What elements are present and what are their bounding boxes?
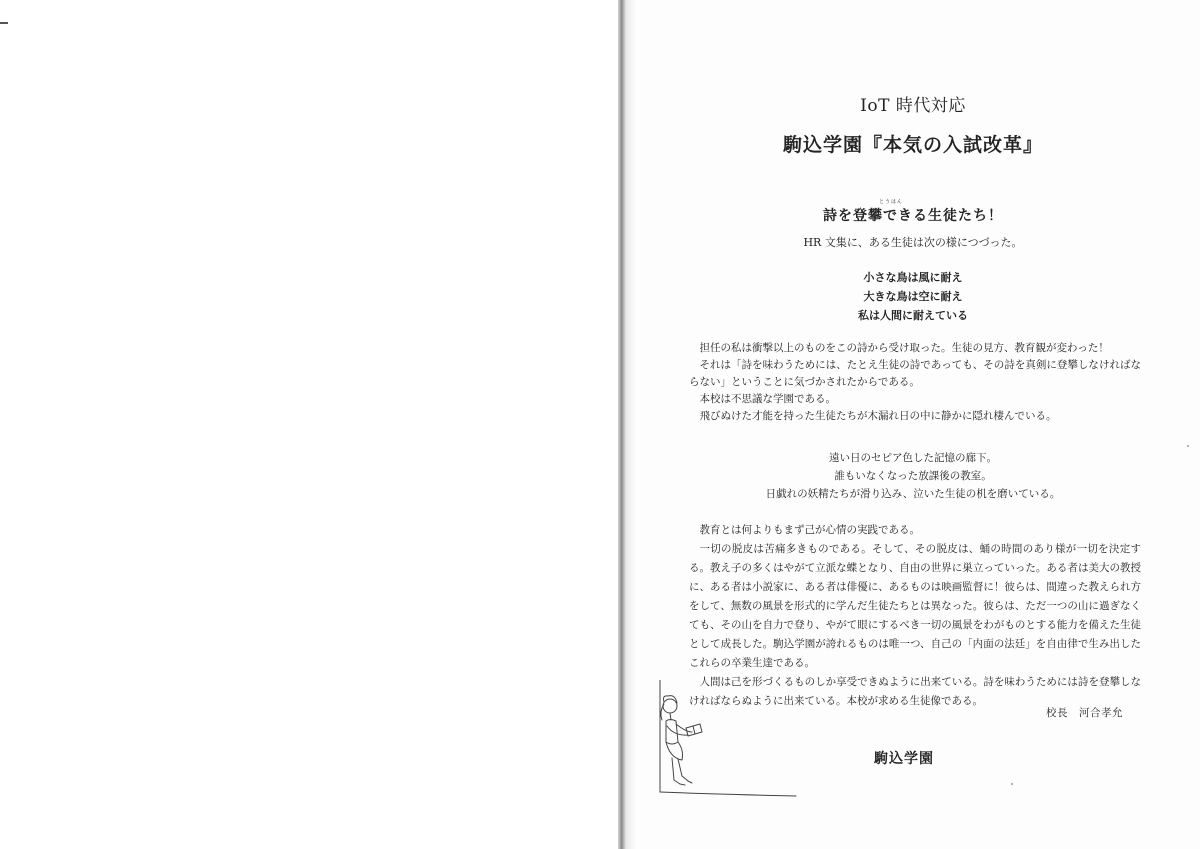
student-poem	[626, 268, 1200, 325]
scan-speck	[1011, 783, 1013, 785]
intro-line: HR 文集に、ある生徒は次の様につづった。	[803, 236, 1023, 249]
scan-speck	[1187, 445, 1189, 447]
heading-ruby: とうはん	[879, 199, 904, 205]
poem-line: 大きな鳥は空に耐え	[863, 290, 963, 303]
paragraph: 教育とは何よりもまず己が心情の実践である。	[699, 524, 920, 536]
girl-reading-book-icon	[648, 680, 798, 798]
poem-line: 小さな鳥は風に耐え	[863, 271, 963, 284]
paragraph: 人間は己を形づくるものしか享受できぬように出来ている。詩を味わうためには詩を登攀しなければならぬように出来ている。本校が求める生徒像である。	[689, 676, 1141, 707]
school-name-footer: 駒込学園	[874, 751, 934, 767]
verse-line: 遠い日のセピア色した記憶の廊下。	[829, 452, 997, 464]
paragraph: それは「詩を味わうためには、たとえ生徒の詩であっても、その詩を真剣に登攀しなければならない」ということに気づかされたからである。	[689, 359, 1141, 388]
paragraph: 本校は不思議な学園である。	[699, 393, 836, 405]
memory-verse	[626, 449, 1200, 503]
section-heading: 詩を登攀できる生徒たち！	[823, 208, 1003, 224]
paragraph: 一切の脱皮は苦痛多きものである。そして、その脱皮は、蛹の時間のあり様が一切を決定する。教え子の多くはやがて立派な蝶となり、自由の世界に巣立っていった。ある者は美大の教授に、ある者は小説家に、ある者は俳優に、あるものは映画監督に！彼らは、間違った教えられ方をして、無数の風景を形式的に学んだ生徒たちとは異なった。彼らは、ただ一つの山に過ぎなくても、その山を自力で登り、やがて眼にするべき一切の風景をわがものとする能力を備えた生徒として成長した。駒込学園が誇れるものは唯一つ、自己の「内面の法廷」を自由律で生み出したこれらの卒業生達である。	[689, 543, 1141, 669]
paragraph: 飛びぬけた才能を持った生徒たちが木漏れ日の中に静かに隠れ棲んでいる。	[699, 410, 1057, 422]
body-section-1	[689, 340, 1141, 425]
principal-signature: 校長 河合孝允	[1046, 707, 1123, 719]
verse-line: 日戯れの妖精たちが滑り込み、泣いた生徒の机を磨いている。	[765, 488, 1061, 500]
poem-line: 私は人間に耐えている	[858, 309, 968, 322]
page-edge-mark	[0, 22, 8, 24]
paragraph: 担任の私は衝撃以上のものをこの詩から受け取った。生徒の見方、教育観が変わった！	[699, 342, 1109, 354]
title-line-2: 駒込学園『本気の入試改革』	[782, 134, 1043, 156]
book-gutter	[618, 0, 626, 849]
title-line-1: IoT 時代対応	[860, 96, 966, 116]
verse-line: 誰もいなくなった放課後の教室。	[834, 470, 992, 482]
